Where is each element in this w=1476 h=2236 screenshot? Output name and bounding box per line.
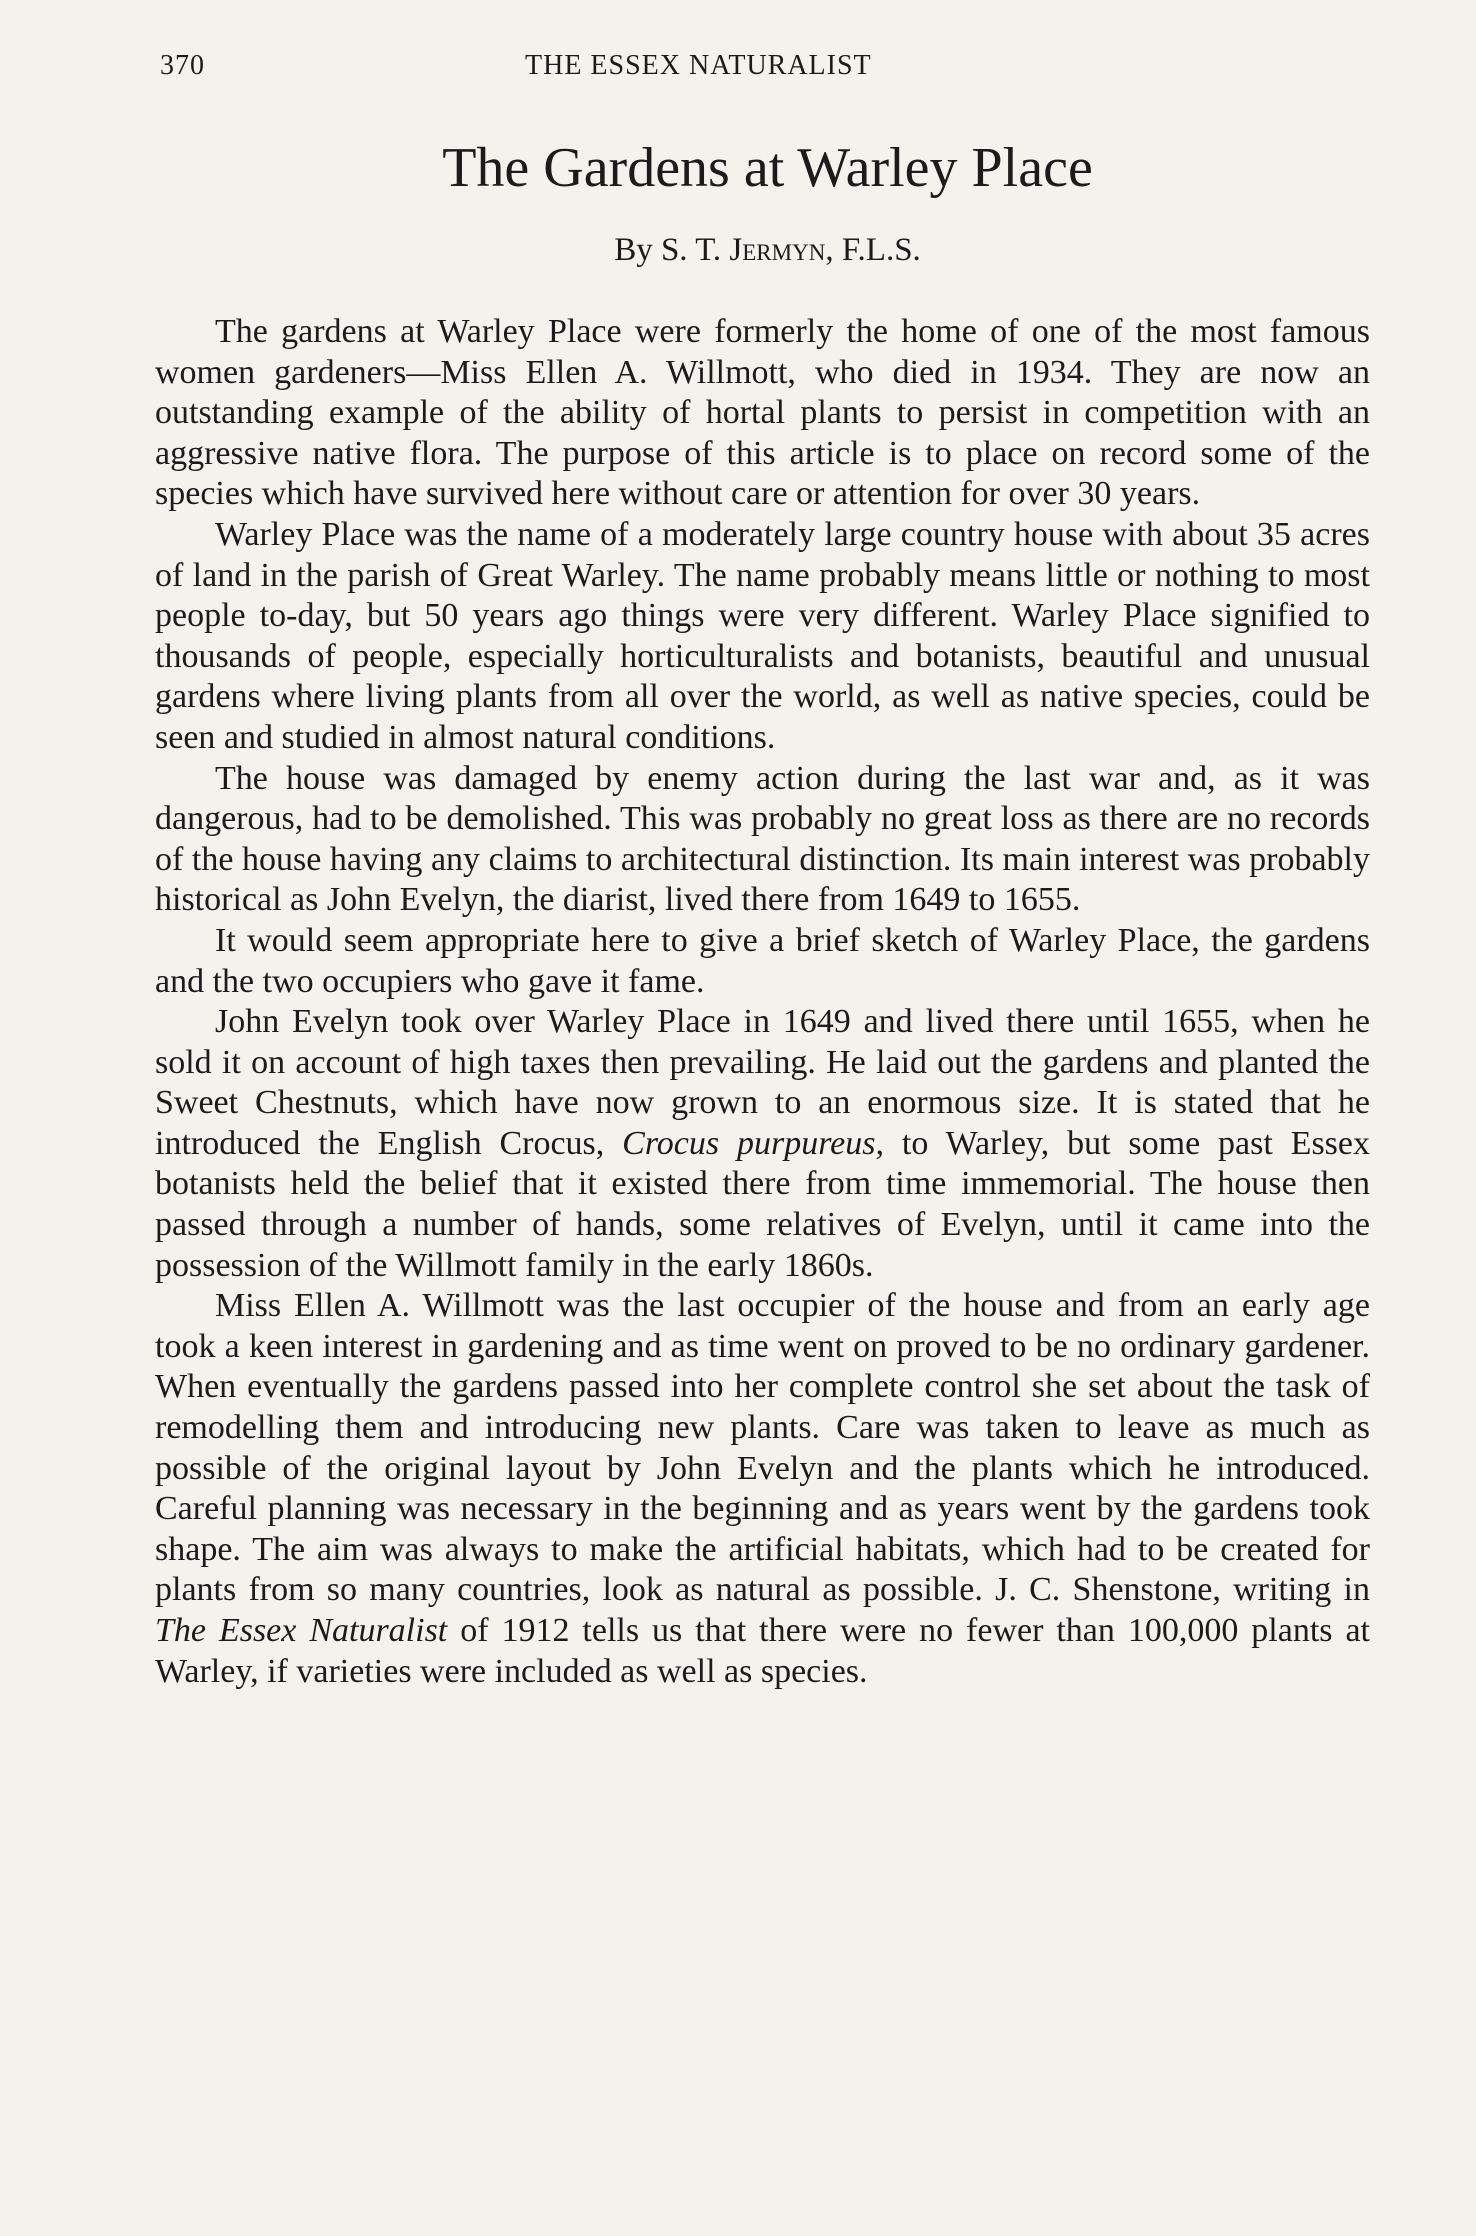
paragraph-text: The gardens at Warley Place were formerly the home of one of the most famous women gardeners—Miss Ellen A. Willmott, who died in 1934. They are now an outstanding example of the ability of hortal plants to persist in competition with an aggressive native flora. The purpose of this article is to place on record some of the species which have survived here without care or attention for over 30 years.	[155, 313, 1370, 513]
page-number: 370	[160, 50, 205, 81]
species-name: Crocus purpureus,	[622, 1124, 885, 1162]
paragraph-text: Miss Ellen A. Willmott was the last occupier of the house and from an early age took a keen interest in gardening and as time went on proved to be no ordinary gardener. When eventually the gardens passed into her complete control she set about the task of remodelling them and introducing new plants. Care was taken to leave as much as possible of the original layout by John Evelyn and the plants which he introduced. Careful planning was necessary in the beginning and as years went by the gardens took shape. The aim was always to make the artificial habitats, which had to be created for plants from so many countries, look as natural as possible. J. C. Shenstone, writing in	[155, 1287, 1370, 1609]
journal-reference: The Essex Naturalist	[155, 1612, 448, 1649]
paragraph-text: John Evelyn took over Warley Place in 1649 and lived there until 1655, when he sold it on account of high taxes then prevailing. He laid out the gardens and planted the Sweet Chestnuts, which have now grown to an enormous size. It is stated that he introduced the English Crocus,	[155, 1003, 1370, 1162]
byline-prefix: By	[614, 232, 653, 268]
paragraph-text: It would seem appropriate here to give a brief sketch of Warley Place, the gardens and the two occupiers who gave it fame.	[155, 921, 1370, 1000]
paragraph-text: Warley Place was the name of a moderately large country house with about 35 acres of land in the parish of Great Warley. The name probably means little or nothing to most people to-day, but 50 years ago things were very different. Warley Place signified to thousands of people, especially horticulturalists and botanists, beautiful and unusual gardens where living plants from all over the world, as well as native species, could be seen and studied in almost natural conditions.	[155, 515, 1370, 756]
author-name: S. T. Jermyn, F.L.S.	[660, 232, 921, 268]
article-title: The Gardens at Warley Place	[442, 137, 1093, 199]
paragraph	[155, 1286, 1370, 1692]
paragraph	[155, 921, 1370, 1002]
journal-title: THE ESSEX NATURALIST	[525, 50, 872, 81]
paragraph-text: to Warley, but some past Essex botanists held the belief that it existed there from time immemorial. The house then passed through a number of hands, some relatives of Evelyn, until it came into the possession of the Willmott family in the early 1860s.	[155, 1124, 1370, 1284]
paragraph	[155, 1002, 1370, 1286]
paragraph	[155, 515, 1370, 759]
paragraph-text: The house was damaged by enemy action during the last war and, as it was dangerous, had to be demolished. This was probably no great loss as there are no records of the house having any claims to architectural distinction. Its main interest was probably historical as John Evelyn, the diarist, lived there from 1649 to 1655.	[155, 759, 1370, 919]
paragraph-text: of 1912 tells us that there were no fewer than 100,000 plants at Warley, if varieties were included as well as species.	[155, 1612, 1371, 1690]
paragraph	[155, 312, 1370, 515]
byline	[160, 232, 1375, 269]
article-body	[155, 312, 1370, 1692]
paragraph	[155, 759, 1370, 921]
